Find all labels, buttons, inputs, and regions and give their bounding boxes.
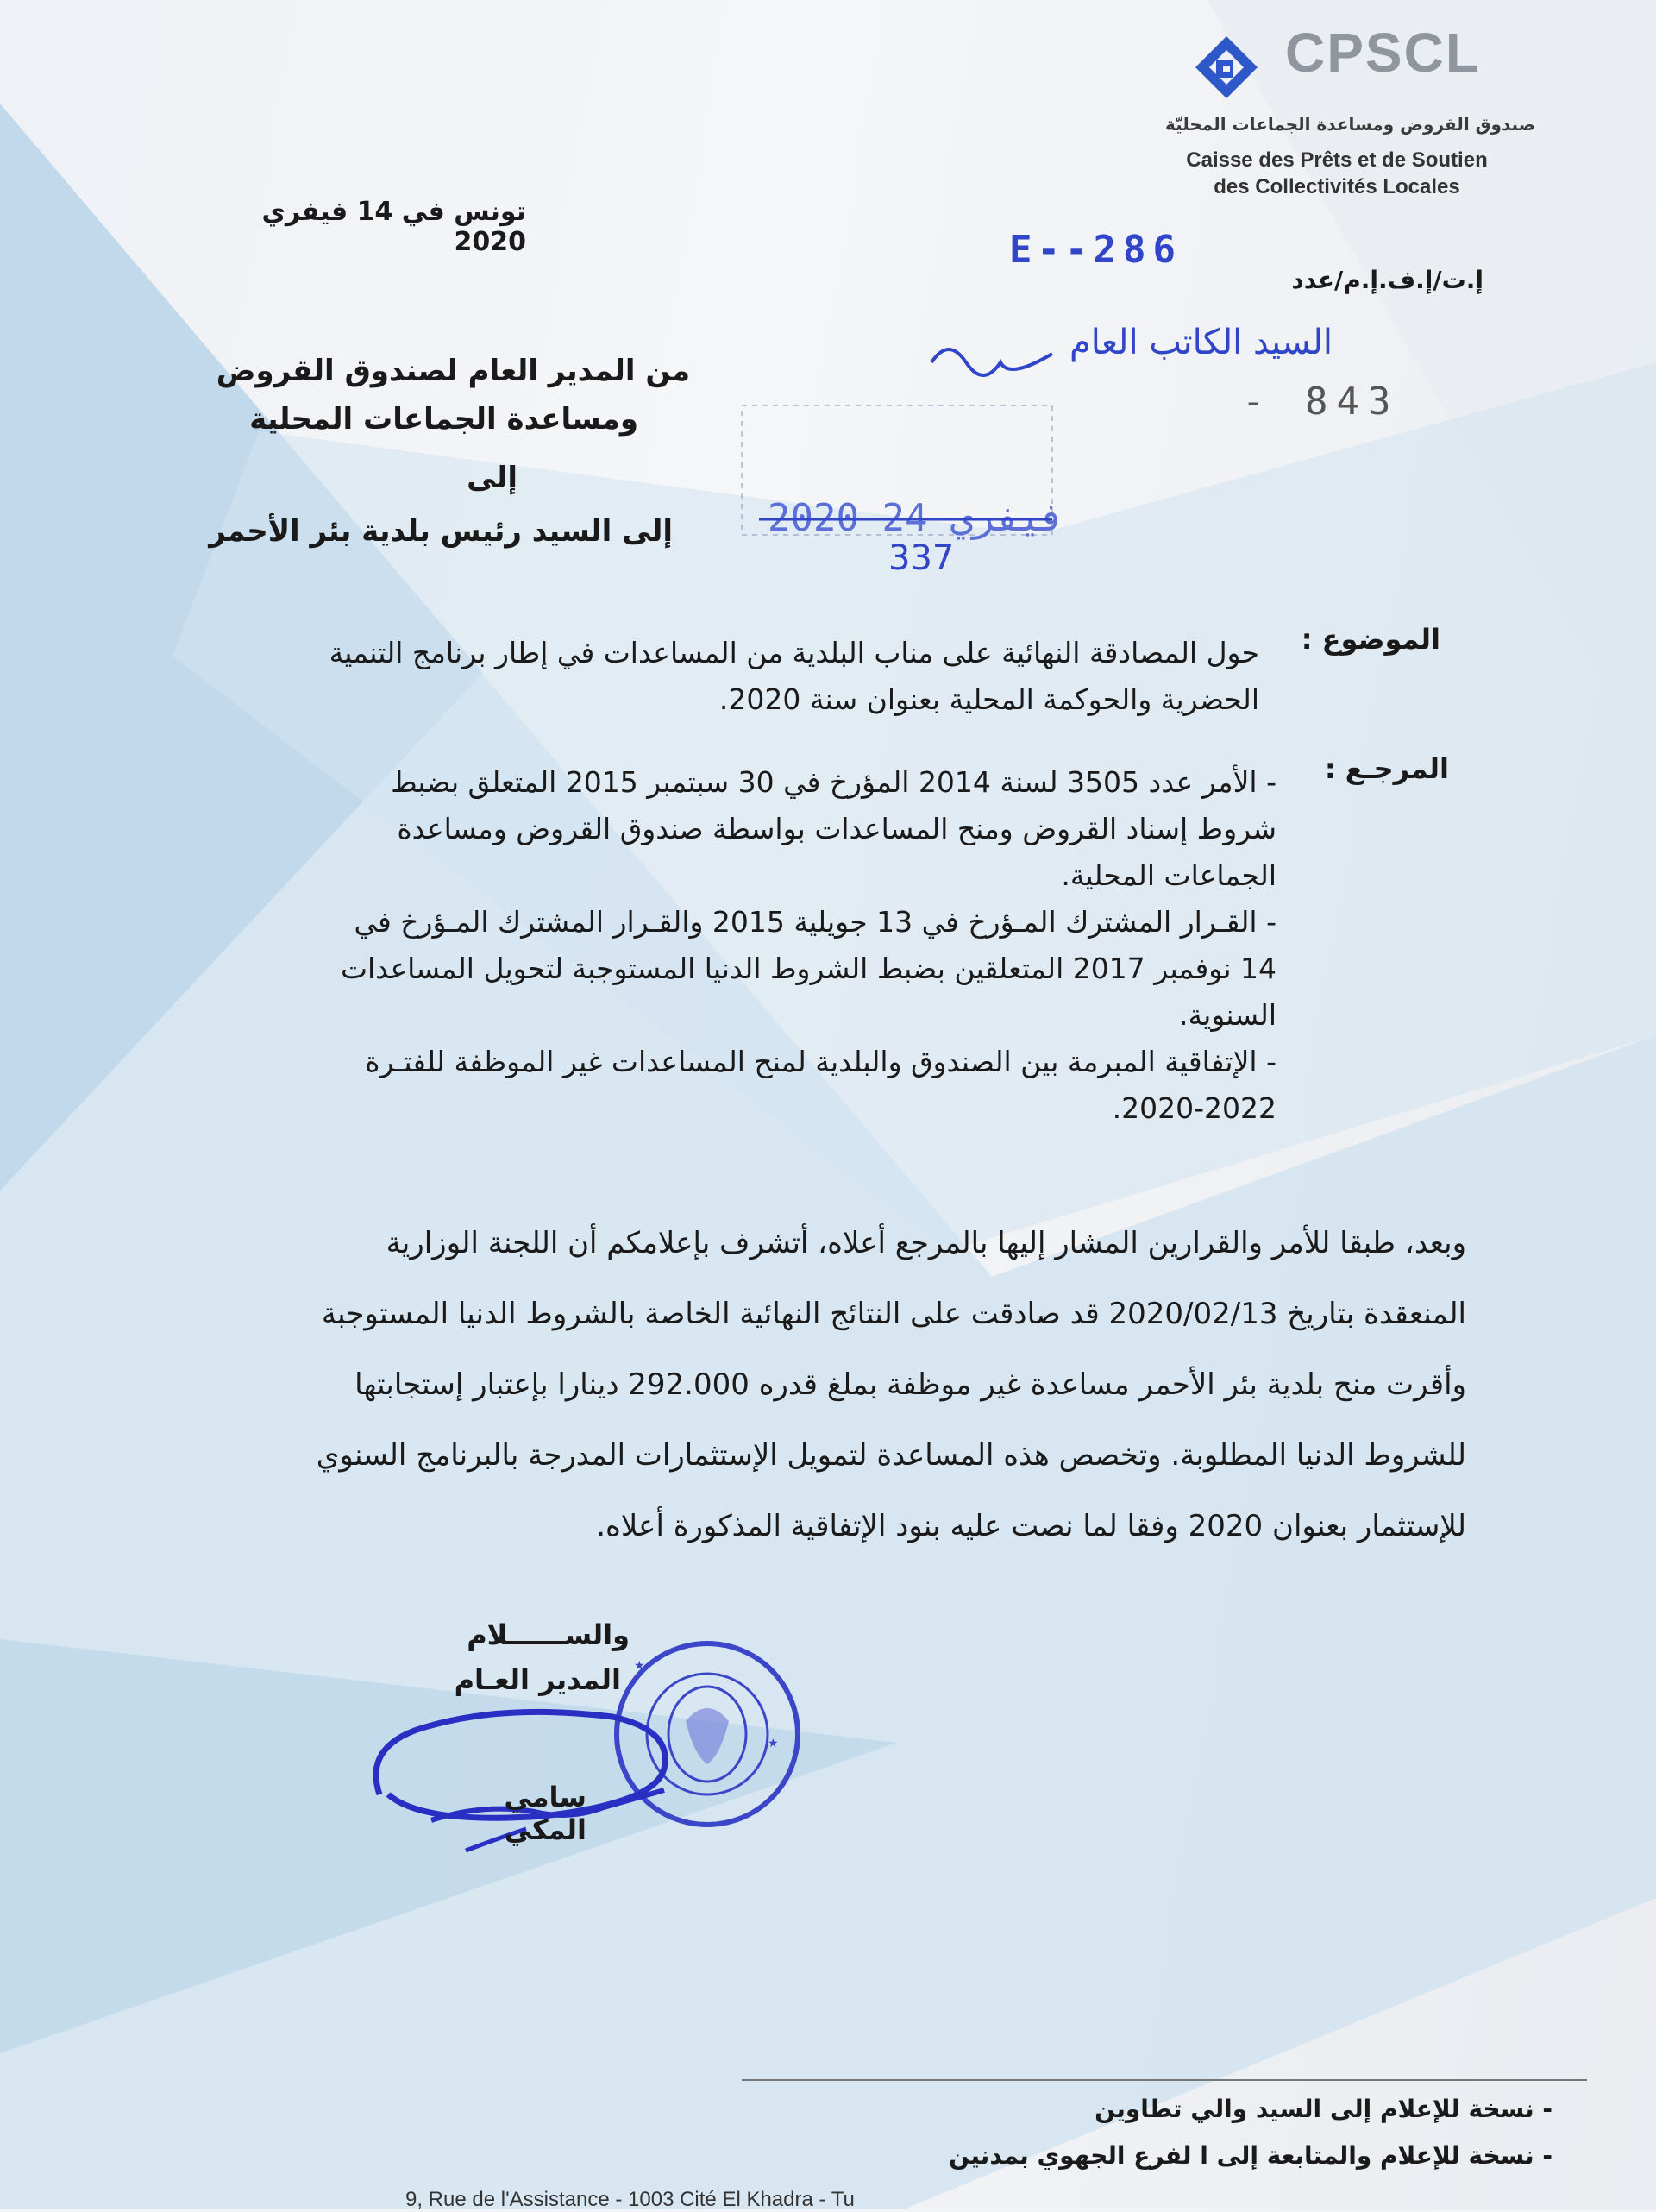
svg-text:★: ★ (634, 1659, 645, 1673)
letter-date: تونس في 14 فيفري 2020 (261, 197, 526, 257)
signatory-title: المدير العـام (454, 1663, 621, 1696)
reference-line: 14 نوفمبر 2017 المتعلقين بضبط الشروط الدنيا المستوجبة لتحويل المساعدات (340, 952, 1276, 985)
sender-line-2: ومساعدة الجماعات المحلية (249, 402, 638, 437)
reference-item (181, 1039, 1276, 1132)
body-line: للإستثمار بعنوان 2020 وفقا لما نصت عليه بنود الإتفاقية المذكورة أعلاه. (596, 1509, 1466, 1543)
body-line: وبعد، طبقا للأمر والقرارين المشار إليها بالمرجع أعلاه، أتشرف بإعلامكم أن اللجنة الوزارية (386, 1226, 1466, 1260)
letter-body (172, 1208, 1466, 1562)
org-name-french-line1: Caisse des Prêts et de Soutien (1186, 148, 1488, 172)
body-line: المنعقدة بتاريخ 2020/02/13 قد صادقت على النتائج النهائية الخاصة بالشروط الدنيا المستوجبة (321, 1297, 1466, 1331)
body-line: للشروط الدنيا المطلوبة. وتخصص هذه المساعدة لتمويل الإستثمارات المدرجة بالبرنامج السنوي (316, 1438, 1466, 1473)
reference-line: 2020-2022. (1112, 1091, 1276, 1125)
reference-label: إ.ت/إ.ف.إ.م/عدد (1291, 266, 1484, 294)
reference-line: - الأمر عدد 3505 لسنة 2014 المؤرخ في 30 سبتمبر 2015 المتعلق بضبط (391, 765, 1276, 799)
stamp-date: 2020 فيفري 24 (768, 496, 1065, 540)
closing-greeting: والســــــلام (467, 1618, 630, 1651)
reference-list (181, 759, 1276, 1132)
signatory-name: سامي المكي (504, 1781, 586, 1846)
reference-line: السنوية. (1178, 998, 1276, 1032)
reference-line: شروط إسناد القروض ومنح المساعدات بواسطة صندوق القروض ومساعدة (397, 812, 1276, 845)
sender-line-3: إلى (467, 461, 518, 495)
reference-item (181, 899, 1276, 1039)
stamped-number: E--286 (1009, 228, 1182, 272)
reference-section-label: المرجـع : (1324, 752, 1449, 785)
subject-label: الموضوع : (1301, 623, 1440, 656)
recipient-line: إلى السيد رئيس بلدية بئر الأحمر (209, 514, 673, 549)
org-name-arabic: صندوق القروض ومساعدة الجماعات المحليّة (1164, 114, 1535, 135)
svg-text:★: ★ (768, 1737, 779, 1750)
footer-address: 9, Rue de l'Assistance - 1003 Cité El Khadra - Tu (405, 2188, 855, 2211)
subject-line-1: حول المصادقة النهائية على مناب البلدية من المساعدات في إطار برنامج التنمية (329, 636, 1259, 669)
footer-divider (742, 2079, 1587, 2081)
reference-item (181, 759, 1276, 899)
subject-line-2: الحضرية والحوكمة المحلية بعنوان سنة 2020. (718, 682, 1259, 716)
body-line: وأقرت منح بلدية بئر الأحمر مساعدة غير موظفة بملغ قدره 292.000 دينارا بإعتبار إستجابتها (354, 1367, 1466, 1402)
official-seal-and-signature (362, 1622, 811, 1898)
copy-line-1: - نسخة للإعلام إلى السيد والي تطاوين (1095, 2095, 1552, 2123)
reference-line: الجماعات المحلية. (1061, 858, 1276, 892)
reference-number: - 843 (1242, 380, 1400, 424)
stamp-heading: السيد الكاتب العام (1070, 323, 1333, 362)
stamp-number: 337 (888, 538, 955, 578)
org-name-french-line2: des Collectivités Locales (1214, 175, 1460, 198)
brand-name: CPSCL (1285, 22, 1481, 84)
copy-line-2: - نسخة للإعلام والمتابعة إلى ا لفرع الجهوي بمدنين (949, 2141, 1552, 2170)
reference-line: - القـرار المشترك المـؤرخ في 13 جويلية 2015 والقـرار المشترك المـؤرخ في (354, 905, 1276, 939)
subject-text (207, 630, 1259, 723)
sender-line-1: من المدير العام لصندوق القروض (216, 354, 690, 388)
reference-line: - الإتفاقية المبرمة بين الصندوق والبلدية لمنح المساعدات غير الموظفة للفتـرة (365, 1045, 1276, 1078)
